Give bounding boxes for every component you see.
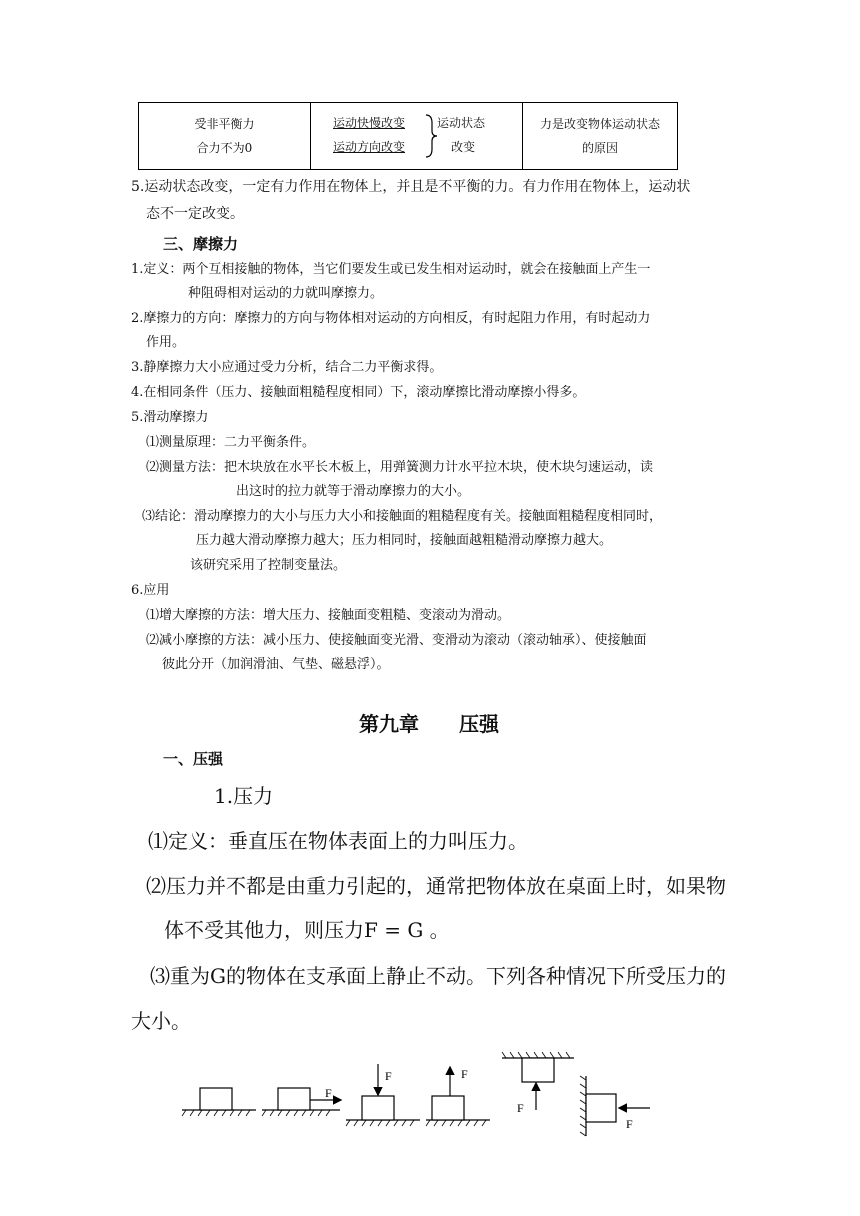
paragraph: 5.滑动摩擦力: [131, 410, 209, 425]
force-label: F: [461, 1067, 468, 1081]
paragraph: 压力越大滑动摩擦力越大；压力相同时，接触面越粗糙滑动摩擦力越大。: [196, 533, 613, 548]
paragraph: ⑶重为G的物体在支承面上静止不动。下列各种情况下所受压力的: [150, 964, 726, 988]
chapter-title: 第九章 压强: [359, 712, 499, 736]
paragraph: ⑵减小摩擦的方法：减小压力、使接触面变光滑、变滑动为滚动（滚动轴承）、使接触面: [146, 633, 647, 648]
table-cell-motion-change: [311, 103, 523, 170]
table-text: 合力不为0: [196, 141, 253, 155]
force-label: F: [325, 1086, 332, 1100]
force-label: F: [517, 1101, 524, 1115]
paragraph: 4.在相同条件（压力、接触面粗糙程度相同）下，滚动摩擦比滑动摩擦小得多。: [131, 385, 586, 400]
table-text: 改变: [451, 140, 476, 154]
paragraph: 6.应用: [131, 583, 170, 598]
paragraph: 3.静摩擦力大小应通过受力分析，结合二力平衡求得。: [131, 360, 443, 375]
paragraph: ⑵测量方法：把木块放在水平长木板上，用弹簧测力计水平拉木块，使木块匀速运动，读: [146, 460, 654, 475]
paragraph: 种阻碍相对运动的力就叫摩擦力。: [188, 286, 384, 301]
paragraph: ⑶结论：滑动摩擦力的大小与压力大小和接触面的粗糙程度有关。接触面粗糙程度相同时，: [142, 509, 663, 524]
brace-icon: [424, 113, 438, 159]
section-heading: 一、压强: [163, 750, 224, 768]
paragraph: 体不受其他力，则压力F = G 。: [164, 918, 450, 942]
paragraph: ⑴定义：垂直压在物体表面上的力叫压力。: [148, 829, 528, 853]
paragraph: ⑴增大摩擦的方法：增大压力、接触面变粗糙、变滚动为滑动。: [146, 608, 511, 623]
case-horizontal-force: [262, 1086, 340, 1116]
case-ceiling: [502, 1052, 574, 1115]
table-text: 运动方向改变: [333, 140, 406, 154]
paragraph: 该研究采用了控制变量法。: [190, 558, 347, 573]
paragraph: 作用。: [146, 335, 186, 350]
case-upward-force: [426, 1067, 490, 1126]
state-change-table: [138, 102, 678, 170]
force-label: F: [385, 1069, 392, 1083]
case-wall: [580, 1076, 650, 1136]
paragraph: ⑴测量原理：二力平衡条件。: [146, 435, 316, 450]
paragraph: ⑵压力并不都是由重力引起的，通常把物体放在桌面上时，如果物: [146, 874, 726, 898]
subheading: 1.压力: [214, 784, 274, 808]
paragraph: 5.运动状态改变，一定有力作用在物体上，并且是不平衡的力。有力作用在物体上，运动状: [131, 179, 691, 195]
paragraph: 态不一定改变。: [146, 206, 244, 222]
paragraph: 1.定义：两个互相接触的物体，当它们要发生或已发生相对运动时，就会在接触面上产生一: [131, 262, 651, 277]
case-resting: [182, 1088, 256, 1116]
table-text: 运动状态: [437, 116, 486, 130]
table-text: 的原因: [581, 141, 618, 155]
table-cell-unbalanced: [139, 103, 311, 170]
table-text: 力是改变物体运动状态: [539, 117, 660, 131]
paragraph: 大小。: [131, 1009, 191, 1033]
paragraph: 彼此分开（加润滑油、气垫、磁悬浮）。: [162, 657, 390, 672]
pressure-figure: [180, 1050, 660, 1140]
force-label: F: [626, 1117, 633, 1131]
paragraph: 2.摩擦力的方向：摩擦力的方向与物体相对运动的方向相反，有时起阻力作用，有时起动力: [131, 311, 651, 326]
table-text: 受非平衡力: [194, 117, 255, 131]
table-cell-cause: [523, 103, 678, 170]
section-heading: 三、摩擦力: [163, 235, 239, 253]
case-downward-force: [346, 1064, 420, 1126]
paragraph: 出这时的拉力就等于滑动摩擦力的大小。: [236, 484, 471, 499]
table-text: 运动快慢改变: [333, 116, 406, 130]
